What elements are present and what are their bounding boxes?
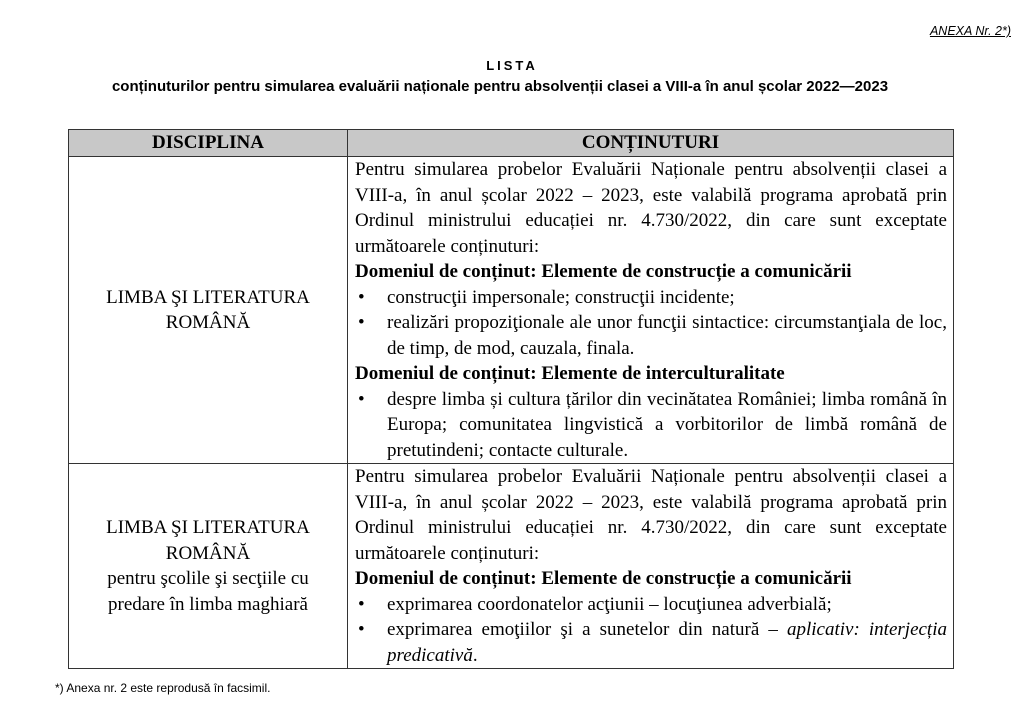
document-subtitle: conținuturilor pentru simularea evaluării naționale pentru absolvenții clasei a VIII-a în anul școlar 2022—2023 [111,78,889,95]
table-header [69,130,954,157]
footnote: *) Anexa nr. 2 este reprodusă în facsimil. [55,681,271,695]
header-contents: CONȚINUTURI [348,130,954,157]
list-item [355,617,947,668]
list-item: • despre limba și cultura țărilor din vecinătatea României; limba română în Europa; comunitatea lingvistică a vorbitorilor de limbă română de pretutindeni; contacte culturale. [355,387,947,464]
domain-heading: Domeniul de conținut: Elemente de construcție a comunicării [355,261,852,282]
domain-heading: Domeniul de conținut: Elemente de interculturalitate [355,363,785,384]
item-italic-text: aplicativ: interjecția predicativă [387,619,947,666]
discipline-cell [69,157,348,464]
contents-table [68,129,954,669]
item-text: exprimarea emoţiilor şi a sunetelor din natură – [387,619,787,640]
discipline-line: ROMÂNĂ [165,542,251,564]
list-item: • exprimarea coordonatelor acţiunii – locuţiunea adverbială; [355,592,947,618]
contents-cell [348,157,954,464]
discipline-line: ROMÂNĂ [165,312,251,333]
domain-heading: Domeniul de conținut: Elemente de construcție a comunicării [355,568,852,589]
table-row [69,464,954,669]
discipline-line: LIMBA ŞI LITERATURA [106,517,310,538]
item-end: . [472,644,478,666]
intro-paragraph: Pentru simularea probelor Evaluării Naționale pentru absolvenții clasei a VIII-a, în anul școlar 2022 – 2023, este valabilă programa aprobată prin Ordinul ministrului educației nr. 4.730/2022, din care sunt exceptate următoarele conținuturi: [355,466,947,564]
table-row [69,157,954,464]
list-item: • construcţii impersonale; construcţii incidente; [355,285,947,311]
discipline-cell [69,464,348,669]
contents-cell [348,464,954,669]
discipline-line: pentru şcolile şi secţiile cu predare în limba maghiară [107,568,309,615]
list-item: • realizări propoziţionale ale unor funcţii sintactice: circumstanţiala de loc, de timp, de mod, cauzala, finala. [355,310,947,361]
annex-label: ANEXA Nr. 2*) [929,24,1011,38]
document-title: LISTA [486,58,538,73]
discipline-line: LIMBA ŞI LITERATURA [106,286,310,308]
header-discipline: DISCIPLINA [69,130,348,157]
intro-paragraph: Pentru simularea probelor Evaluării Naționale pentru absolvenții clasei a VIII-a, în anul școlar 2022 – 2023, este valabilă programa aprobată prin Ordinul ministrului educației nr. 4.730/2022, din care sunt exceptate următoarele conținuturi: [355,159,947,257]
